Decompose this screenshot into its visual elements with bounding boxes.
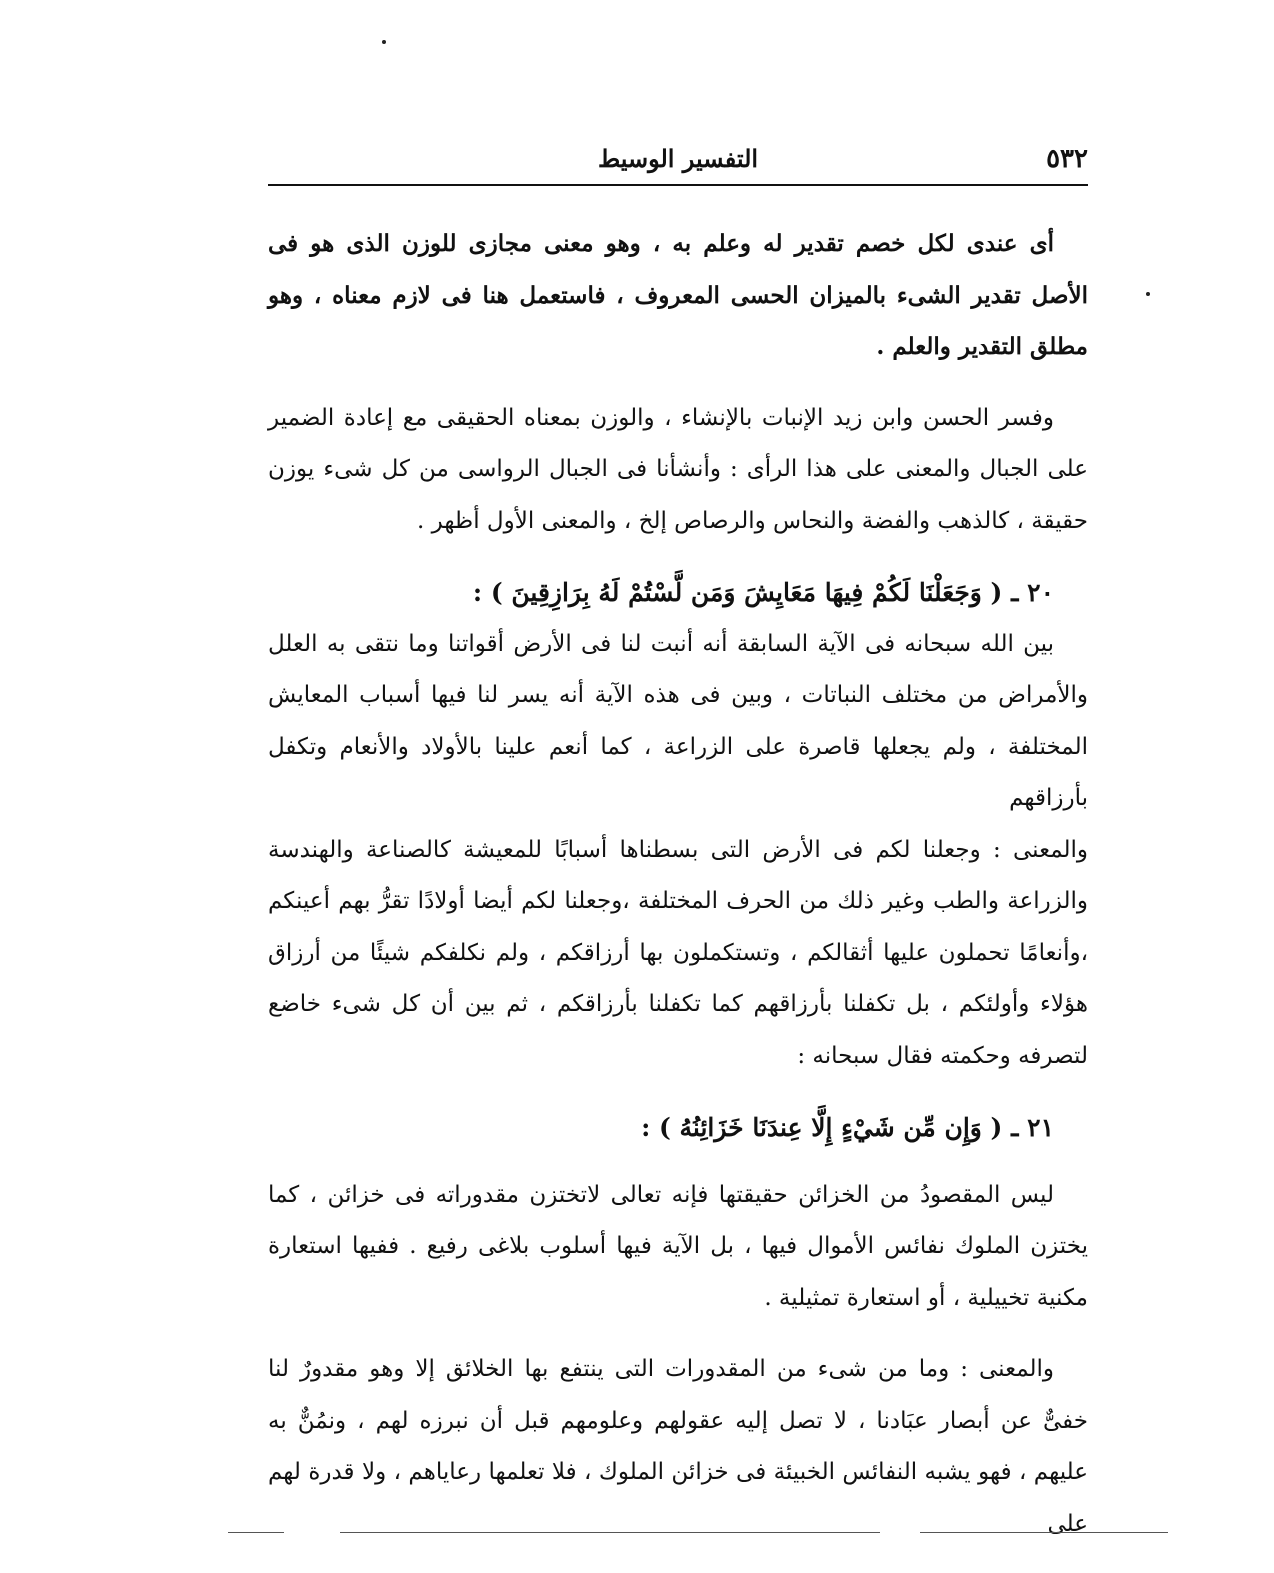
verse-20-heading (268, 567, 1088, 619)
verse-21-text: ( وَإِن مِّن شَيْءٍ إِلَّا عِندَنَا خَزَائِنُهُ ) : (641, 1113, 1003, 1142)
verse-20-text: ( وَجَعَلْنَا لَكُمْ فِيهَا مَعَايِشَ وَمَن لَّسْتُمْ لَهُ بِرَازِقِينَ ) : (472, 578, 1003, 607)
paragraph-1: أى عندى لكل خصم تقدير له وعلم به ، وهو معنى مجازى للوزن الذى هو فى الأصل تقدير الشىء بالميزان الحسى المعروف ، فاستعمل هنا فى لازم معناه ، وهو مطلق التقدير والعلم . (268, 230, 1088, 360)
footer-rule-left (228, 1532, 284, 1533)
page-header (268, 140, 1088, 184)
verse-20-number: ٢٠ ـ (1011, 578, 1054, 607)
paragraph-4: والمعنى : وجعلنا لكم فى الأرض التى بسطناها أسبابًا للمعيشة كالصناعة والهندسة والزراعة والطب وغير ذلك من الحرف المختلفة ،وجعلنا لكم أيضا أولادًا تقرُّ بهم أعينكم ،وأنعامًا تحملون عليها أثقالكم ، وتستكملون بها أرزاقكم ، ولم نكلفكم شيئًا من أرزاق هؤلاء وأولئكم ، بل تكفلنا بأرزاقهم كما تكفلنا بأرزاقكم ، ثم بين أن كل شىء خاضع لتصرفه وحكمته فقال سبحانه : (268, 836, 1088, 1069)
scan-speck (1146, 292, 1150, 296)
paragraph-5: ليس المقصودُ من الخزائن حقيقتها فإنه تعالى لاتختزن مقدوراته فى خزائن ، كما يختزن الملوك نفائس الأموال فيها ، بل الآية فيها أسلوب بلاغى رفيع . ففيها استعارة مكنية تخييلية ، أو استعارة تمثيلية . (268, 1181, 1088, 1311)
paragraph-2: وفسر الحسن وابن زيد الإنبات بالإنشاء ، والوزن بمعناه الحقيقى مع إعادة الضمير على الجبال والمعنى على هذا الرأى : وأنشأنا فى الجبال الرواسى من كل شىء يوزن حقيقة ، كالذهب والفضة والنحاس والرصاص إلخ ، والمعنى الأول أظهر . (268, 404, 1088, 534)
paragraph-6: والمعنى : وما من شىء من المقدورات التى ينتفع بها الخلائق إلا وهو مقدورٌ لنا خفىٌّ عن أبصار عبَادنا ، لا تصل إليه عقولهم وعلومهم قبل أن نبرزه لهم ، ونمُنٌّ به عليهم ، فهو يشبه النفائس الخبيئة فى خزائن الملوك ، فلا تعلمها رعاياهم ، ولا قدرة لهم على (268, 1356, 1088, 1537)
verse-21-number: ٢١ ـ (1011, 1113, 1054, 1142)
footer-rule-center (340, 1532, 880, 1533)
running-title: التفسير الوسيط (597, 144, 759, 173)
verse-21-heading (268, 1102, 1088, 1154)
footer-rule-right (920, 1532, 1168, 1533)
header-rule (268, 184, 1088, 186)
page-number: ٥٣٢ (1046, 144, 1088, 174)
page-body (268, 218, 1088, 1550)
scan-speck (382, 40, 386, 44)
paragraph-3: بين الله سبحانه فى الآية السابقة أنه أنبت لنا فى الأرض أقواتنا وما نتقى به العلل والأمراض من مختلف النباتات ، وبين فى هذه الآية أنه يسر لنا فيها أسباب المعايش المختلفة ، ولم يجعلها قاصرة على الزراعة ، كما أنعم علينا بالأولاد والأنعام وتكفل بأرزاقهم (268, 630, 1088, 811)
